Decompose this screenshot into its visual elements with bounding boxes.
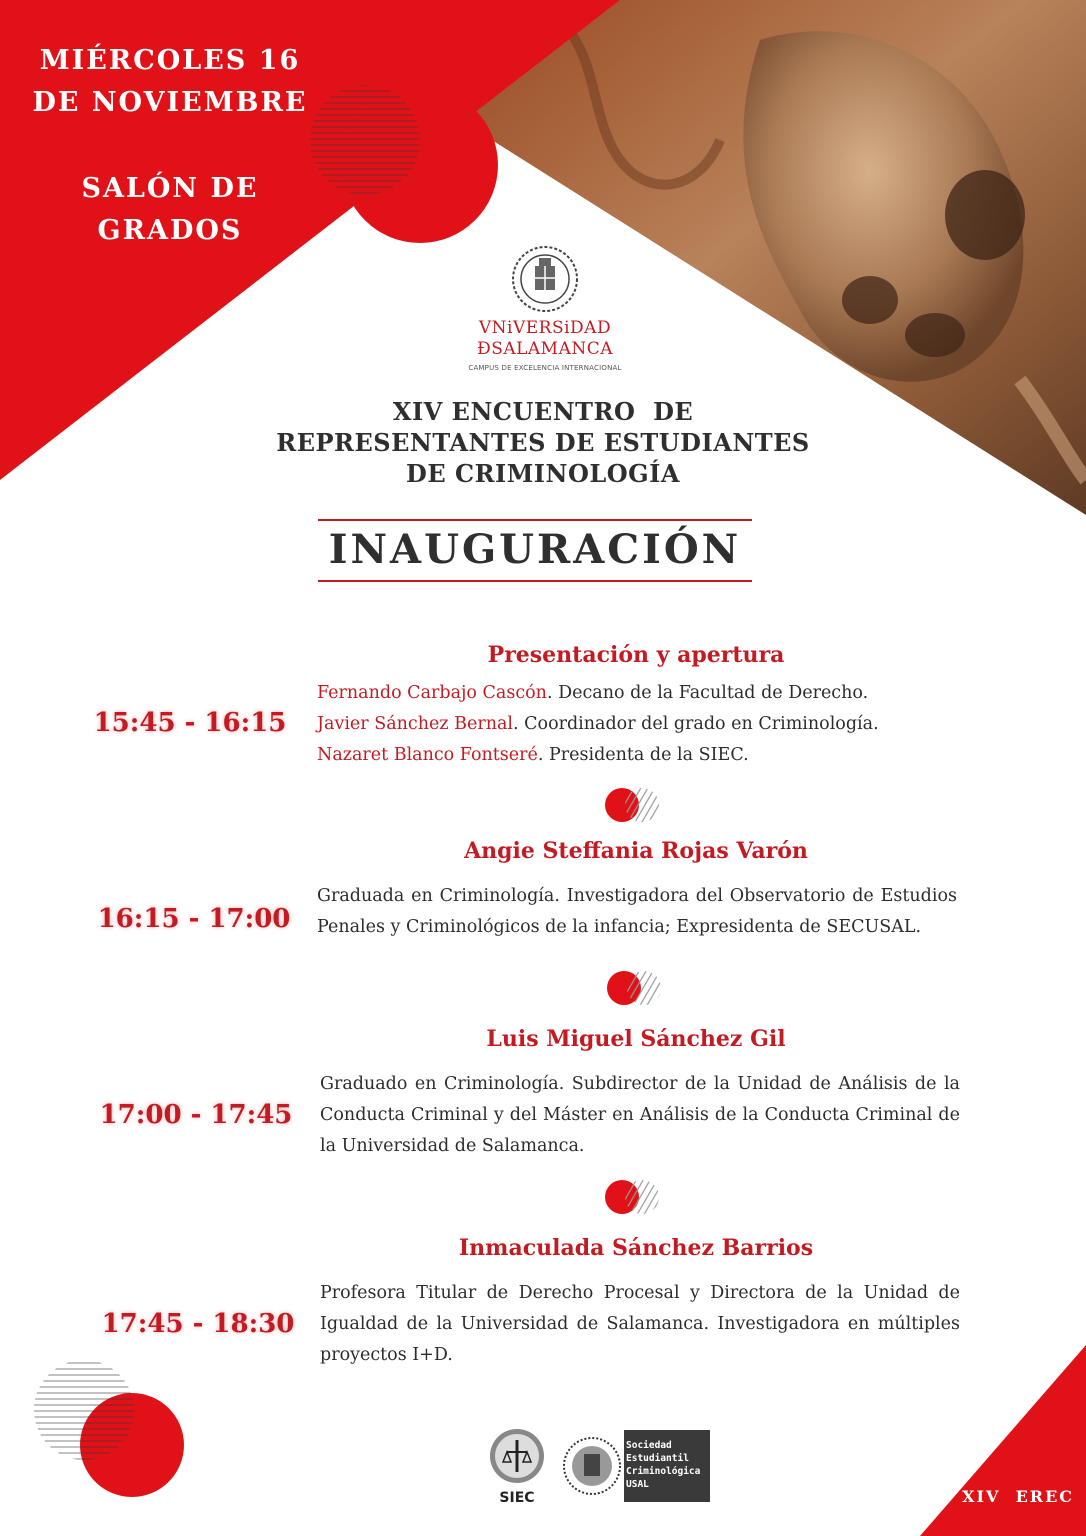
- speaker-name: Fernando Carbajo Cascón: [317, 683, 547, 703]
- separator-2: [607, 971, 661, 1005]
- event-title: [230, 396, 856, 489]
- society-name: [626, 1439, 708, 1491]
- time-slot-2: 16:15 - 17:00: [97, 904, 291, 934]
- society-emblem-icon: [560, 1430, 624, 1502]
- separator-3: [605, 1180, 659, 1214]
- siec-label: SIEC: [499, 1490, 535, 1506]
- university-name-line-2: ÐSALAMANCA: [476, 339, 614, 359]
- time-slot-1: 15:45 - 16:15: [93, 708, 287, 738]
- speaker-name: Javier Sánchez Bernal: [317, 714, 514, 734]
- speaker-description-4: Profesora Titular de Derecho Procesal y Directora de la Unidad de Igualdad de la Universidad de Salamanca. Investigadora en múltiples proyectos I+D.: [320, 1283, 960, 1365]
- society-name-line-2: Estudiantil: [626, 1453, 689, 1464]
- section-title-3: Luis Miguel Sánchez Gil: [486, 1026, 786, 1052]
- speaker-name: Nazaret Blanco Fontseré: [317, 745, 538, 765]
- section-title-1: Presentación y apertura: [487, 642, 785, 668]
- society-name-line-1: Sociedad: [626, 1440, 672, 1451]
- speaker-role: . Coordinador del grado en Criminología.: [513, 714, 879, 734]
- speaker-role: . Presidenta de la SIEC.: [537, 745, 749, 765]
- event-date: [10, 40, 330, 124]
- section-title-2: Angie Steffania Rojas Varón: [464, 838, 808, 864]
- university-logo: [455, 244, 635, 372]
- time-slot-4: 17:45 - 18:30: [101, 1309, 295, 1339]
- event-title-line-1: XIV ENCUENTRO DE: [392, 397, 694, 426]
- university-subtitle: CAMPUS DE EXCELENCIA INTERNACIONAL: [468, 364, 622, 372]
- speaker-line: [317, 740, 957, 771]
- university-name-line-1: VNiVERSiDAD: [478, 318, 612, 338]
- siec-emblem-icon: [489, 1428, 545, 1484]
- event-title-line-2: REPRESENTANTES DE ESTUDIANTES: [276, 428, 810, 457]
- section-title-4: Inmaculada Sánchez Barrios: [458, 1235, 814, 1261]
- university-seal-icon: [510, 244, 580, 314]
- venue-line-2: GRADOS: [97, 215, 243, 246]
- event-venue: [10, 168, 330, 252]
- society-name-line-4: USAL: [626, 1479, 649, 1490]
- time-slot-3: 17:00 - 17:45: [99, 1100, 293, 1130]
- speaker-description-2: Graduada en Criminología. Investigadora del Observatorio de Estudios Penales y Criminológicos de la infancia; Expresidenta de SECUSAL.: [317, 886, 957, 937]
- separator-1: [605, 788, 659, 822]
- speaker-role: . Decano de la Facultad de Derecho.: [546, 683, 869, 703]
- speaker-line: [317, 709, 957, 740]
- striped-circle-bottom: [34, 1360, 134, 1460]
- speaker-description-3: Graduado en Criminología. Subdirector de la Unidad de Análisis de la Conducta Criminal y del Máster en Análisis de la Conducta Criminal de la Universidad de Salamanca.: [320, 1074, 960, 1156]
- venue-line-1: SALÓN DE: [81, 173, 259, 204]
- event-title-line-3: DE CRIMINOLOGÍA: [406, 459, 680, 488]
- red-triangle-bottom-right: [920, 1345, 1086, 1536]
- heading-rule-bottom: [318, 580, 752, 582]
- date-line-1: MIÉRCOLES 16: [39, 45, 301, 76]
- society-name-line-3: Criminológica: [626, 1466, 701, 1477]
- main-heading: INAUGURACIÓN: [328, 526, 742, 573]
- edition-label: XIV EREC: [962, 1487, 1074, 1506]
- siec-logo: [488, 1428, 546, 1506]
- speaker-list-1: [317, 678, 957, 771]
- speaker-line: [317, 678, 957, 709]
- society-logo: [560, 1430, 710, 1502]
- date-line-2: DE NOVIEMBRE: [32, 87, 308, 118]
- heading-rule-top: [318, 519, 752, 521]
